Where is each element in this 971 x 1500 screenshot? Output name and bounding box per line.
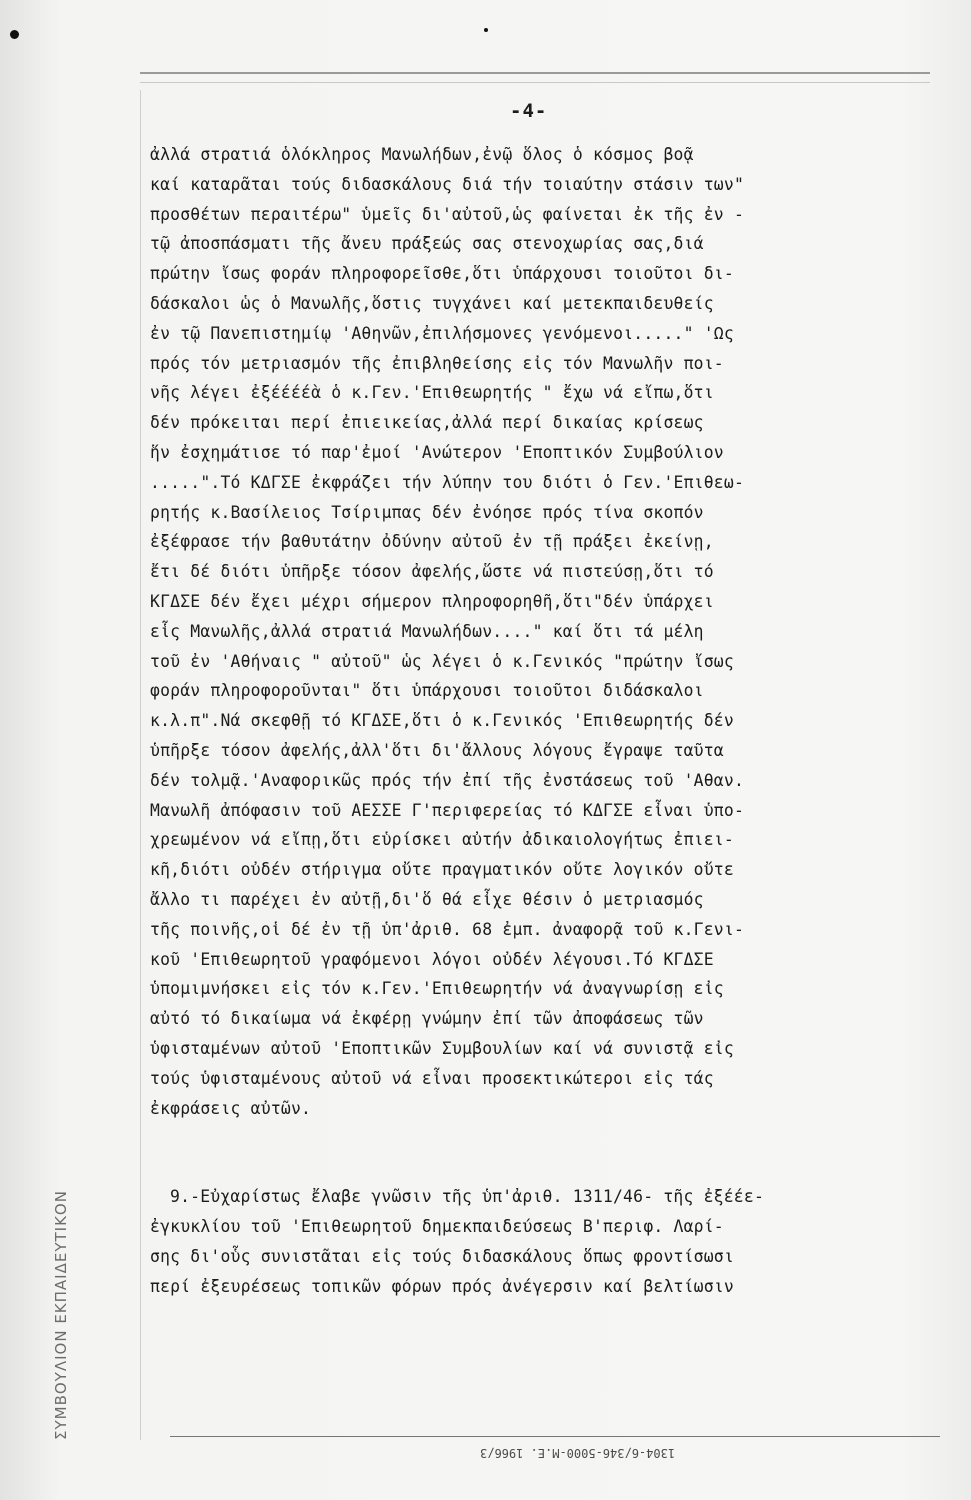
top-rule-faint — [140, 82, 930, 83]
text-line: ἔτι δέ διότι ὑπῆρξε τόσον ἀφελής,ὥστε νά πιστεύσῃ,ὅτι τό — [150, 562, 714, 582]
text-line: φοράν πληροφοροῦνται" ὅτι ὑπάρχουσι τοιοῦτοι διδάσκαλοι — [150, 681, 704, 701]
text-line: τούς ὑφισταμένους αὐτοῦ νά εἶναι προσεκτικώτεροι εἰς τάς — [150, 1068, 714, 1088]
text-line: πρώτην ἴσως φοράν πληροφορεῖσθε,ὅτι ὑπάρχουσι τοιοῦτοι δι- — [150, 264, 734, 284]
text-line: ἐν τῷ Πανεπιστημίῳ 'Αθηνῶν,ἐπιλήσμονες γενόμενοι....." 'Ως — [150, 323, 734, 343]
text-line: ἥν ἐσχημάτισε τό παρ'ἐμοί 'Ανώτερον 'Εποπτικόν Συμβούλιον — [150, 442, 724, 462]
text-line: ρητής κ.Βασίλειος Τσίριμπας δέν ἐνόησε πρός τίνα σκοπόν — [150, 502, 704, 522]
text-line — [150, 1123, 950, 1182]
text-line: ἐκφράσεις αὐτῶν. — [150, 1098, 312, 1118]
text-line: κοῦ 'Επιθεωρητοῦ γραφόμενοι λόγοι οὐδέν λέγουσι.Τό ΚΓΔΣΕ — [150, 949, 714, 969]
text-line: κ.λ.π".Νά σκεφθῇ τό ΚΓΔΣΕ,ὅτι ὁ κ.Γενικός 'Επιθεωρητής δέν — [150, 711, 734, 731]
text-line: νῆς λέγει ἐξέέέέὰ ὁ κ.Γεν.'Επιθεωρητής " ἔχω νά εἴπω,ὅτι — [150, 383, 714, 403]
text-line: τῆς ποινῆς,οἱ δέ ἐν τῇ ὑπ'ἀριθ. 68 ἐμπ. ἀναφορᾷ τοῦ κ.Γενι- — [150, 919, 745, 939]
text-line: δάσκαλοι ὡς ὁ Μανωλῆς,ὅστις τυγχάνει καί μετεκπαιδευθείς — [150, 293, 714, 313]
text-line: περί ἐξευρέσεως τοπικῶν φόρων πρός ἀνέγερσιν καί βελτίωσιν — [150, 1276, 734, 1296]
text-line: χρεωμένον νά εἴπῃ,ὅτι εὑρίσκει αὐτήν ἀδικαιολογήτως ἐπιει- — [150, 830, 734, 850]
page-number: -4- — [510, 100, 548, 122]
text-line: ἐξέφρασε τήν βαθυτάτην ὀδύνην αὐτοῦ ἐν τῇ πράξει ἐκείνῃ, — [150, 532, 714, 552]
text-line: προσθέτων περαιτέρω" ὑμεῖς δι'αὐτοῦ,ὡς φαίνεται ἐκ τῆς ἐν - — [150, 204, 745, 224]
text-line: Μανωλῆ ἀπόφασιν τοῦ ΑΕΣΣΕ Γ'περιφερείας τό ΚΔΓΣΕ εἶναι ὑπο- — [150, 800, 745, 820]
text-line: ΚΓΔΣΕ δέν ἔχει μέχρι σήμερον πληροφορηθῆ,ὅτι"δέν ὑπάρχει — [150, 591, 714, 611]
text-line: ἐγκυκλίου τοῦ 'Επιθεωρητοῦ δημεκπαιδεύσεως Β'περιφ. Λαρί- — [150, 1217, 724, 1237]
text-line: καί καταρᾶται τούς διδασκάλους διά τήν τοιαύτην στάσιν των" — [150, 174, 745, 194]
footer-print-code: 1304-6/346-5000-Μ.Ε. 1966/3 — [480, 1446, 676, 1460]
text-line: δέν πρόκειται περί ἐπιεικείας,ἀλλά περί δικαίας κρίσεως — [150, 413, 704, 433]
text-line: πρός τόν μετριασμόν τῆς ἐπιβληθείσης εἰς τόν Μανωλῆν ποι- — [150, 353, 724, 373]
text-line: εἷς Μανωλῆς,ἀλλά στρατιά Μανωλήδων...." καί ὅτι τά μέλη — [150, 621, 704, 641]
text-line: τῷ ἀποσπάσματι τῆς ἄνευ πράξεώς σας στενοχωρίας σας,διά — [150, 234, 704, 254]
top-rule — [140, 72, 930, 74]
text-line: ὑπομιμνήσκει εἰς τόν κ.Γεν.'Επιθεωρητήν νά ἀναγνωρίσῃ εἰς — [150, 979, 724, 999]
text-line: ἀλλά στρατιά ὁλόκληρος Μανωλήδων,ἐνῷ ὅλος ὁ κόσμος βοᾷ — [150, 145, 694, 164]
text-line: κῆ,διότι οὐδέν στήριγμα οὔτε πραγματικόν οὔτε λογικόν οὔτε — [150, 860, 734, 880]
text-line: σης δι'οὗς συνιστᾶται εἰς τούς διδασκάλους ὅπως φροντίσωσι — [150, 1246, 734, 1266]
text-line: ὑφισταμένων αὐτοῦ 'Εποπτικῶν Συμβουλίων καί νά συνιστᾷ εἰς — [150, 1038, 734, 1058]
text-line: .....".Τό ΚΔΓΣΕ ἐκφράζει τήν λύπην του διότι ὁ Γεν.'Επιθεω- — [150, 472, 745, 492]
text-line: ὑπῆρξε τόσον ἀφελής,ἀλλ'ὅτι δι'ἄλλους λόγους ἔγραψε ταῦτα — [150, 740, 724, 760]
text-line: ἄλλο τι παρέχει ἐν αὐτῇ,δι'ὅ θά εἶχε θέσιν ὁ μετριασμός — [150, 889, 704, 909]
ink-speck — [10, 30, 19, 39]
typewritten-body — [150, 140, 950, 1301]
ink-speck — [484, 28, 488, 32]
text-line: δέν τολμᾷ.'Αναφορικῶς πρός τήν ἐπί τῆς ἐνστάσεως τοῦ 'Αθαν. — [150, 770, 745, 790]
text-line: 9.-Εὐχαρίστως ἔλαβε γνῶσιν τῆς ὑπ'ἀριθ. 1311/46- τῆς ἐξέέε- — [170, 1187, 765, 1207]
side-stamp: ΣΥΜΒΟΥΛΙΟΝ ΕΚΠΑΙΔΕΥΤΙΚΟΝ — [52, 1190, 70, 1440]
margin-line — [140, 90, 141, 1440]
text-line: τοῦ ἐν 'Αθήναις " αὐτοῦ" ὡς λέγει ὁ κ.Γενικός "πρώτην ἴσως — [150, 651, 734, 671]
text-line: αὐτό τό δικαίωμα νά ἐκφέρῃ γνώμην ἐπί τῶν ἀποφάσεως τῶν — [150, 1009, 704, 1029]
bottom-rule — [170, 1436, 940, 1437]
